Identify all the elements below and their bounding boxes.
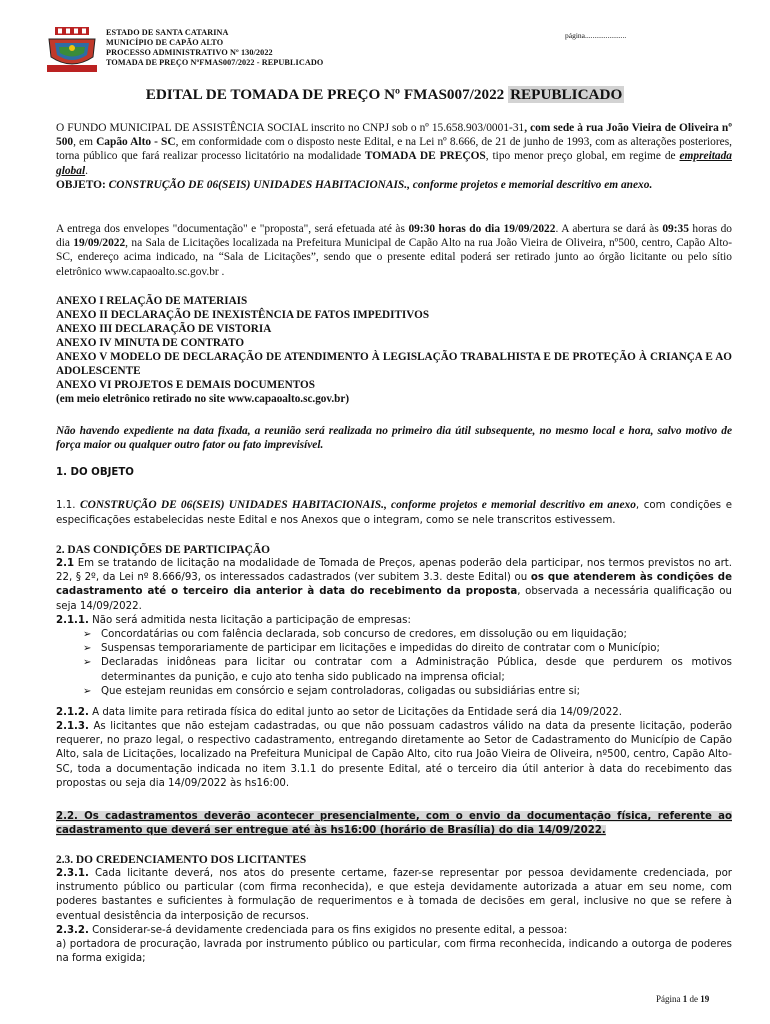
section-2-1-2-text: A data limite para retirada física do edital junto ao setor de Licitações da Entidade será dia 14/09/2022. (88, 707, 622, 718)
list-item (56, 628, 732, 642)
footer-total-pages: 19 (700, 994, 710, 1004)
annex-item: ANEXO I RELAÇÃO DE MATERIAIS (56, 295, 248, 307)
intro-paragraph (56, 121, 732, 192)
objeto-label: OBJETO: (56, 178, 109, 191)
annex-item: ANEXO V MODELO DE DECLARAÇÃO DE ATENDIMENTO À LEGISLAÇÃO TRABALHISTA E DE PROTEÇÃO À CRIANÇA E AO ADOLESCENTE (56, 351, 732, 377)
arrow-bullet-icon: ➢ (83, 629, 92, 640)
title-main: EDITAL DE TOMADA DE PREÇO Nº FMAS007/2022 (145, 86, 505, 103)
delivery-paragraph (56, 222, 732, 279)
opening-date: 19/09/2022 (73, 237, 126, 250)
section-2-1-condition: os que atenderem às condições de cadastramento até o terceiro dia anterior à data do recebimento da proposta (56, 572, 732, 598)
header-municipality: MUNICÍPIO DE CAPÃO ALTO (106, 38, 224, 47)
list-item (56, 656, 732, 684)
list-item-text: Que estejam reunidas em consórcio e sejam controladoras, coligadas ou subsidiárias entre si; (101, 685, 581, 697)
header-page-label: página...................... (565, 31, 627, 40)
item-number: 1.1. (56, 500, 81, 511)
section-2-2 (56, 810, 732, 838)
section-2-2-text: 2.2. Os cadastramentos deverão acontecer presencialmente, com o envio da documentação física, referente ao cadastramento que deverá ser entregue até às hs16:00 (horário de Brasília) do dia 14/09/2022. (56, 811, 732, 837)
list-item-text: Concordatárias ou com falência declarada, sob concurso de credores, em dissolução ou em liquidação; (101, 629, 627, 640)
header-block (106, 28, 323, 68)
delivery-text-g: , na Sala de Licitações localizada na Prefeitura Municipal de Capão Alto na rua João Vieira de Oliveira, nº500, centro, Capão Alto-SC, endereço acima indicado, na “Sala de Licitações”, sendo que o presente edital poderá ser retirado junto ao órgão licitante ou pelo sítio eletrônico www.capaoalto.sc.gov.br . (56, 237, 732, 278)
intro-regime: empreitada global (56, 150, 732, 177)
title-highlight: REPUBLICADO (510, 86, 623, 103)
section-2-1-text-a: Em se tratando de licitação na modalidade de Tomada de Preços, apenas poderão dela participar, nos termos previstos no art. 22, § 2º, da Lei nº 8.666/93, os interessados cadastrados (ver subitem 3.3. deste Edital) ou (56, 558, 732, 584)
section-2-1-1-text: Não será admitida nesta licitação a participação de empresas: (88, 615, 411, 626)
intro-address: João Vieira de Oliveira nº 500 (56, 122, 732, 149)
section-1-object: CONSTRUÇÃO DE 06(SEIS) UNIDADES HABITACIONAIS., conforme projetos e memorial descritivo em anexo (80, 499, 636, 511)
section-2-1-2 (56, 706, 732, 720)
header-state: ESTADO DE SANTA CATARINA (106, 28, 229, 37)
section-2-3-2 (56, 924, 732, 938)
annex-item: ANEXO VI PROJETOS E DEMAIS DOCUMENTOS (56, 379, 315, 391)
intro-city: Capão Alto - SC (96, 136, 176, 149)
item-number: 2.1.2. (56, 707, 89, 718)
section-2-1-3-text: As licitantes que não estejam cadastradas, ou que não possuam cadastros válido na data da presente licitação, poderão requerer, no prazo legal, o respectivo cadastramento, entregando diretamente ao Setor de Cadastramento do Município de Capão Alto, sala de Licitações, localizado na Prefeitura Municipal de Capão Alto, cito rua João Vieira de Oliveira, nº500, centro, Capão Alto-SC, toda a documentação indicada no item 3.1.1 do presente Edital, até o terceiro dia útil anterior à data do recebimento das propostas ou seja dia 14/09/2022 às hs16:00. (56, 721, 732, 789)
section-1-heading: 1. DO OBJETO (56, 467, 134, 478)
section-2-3-2-text: Considerar-se-á devidamente credenciada para os fins exigidos no presente edital, a pessoa: (88, 925, 568, 936)
intro-text-j: . (85, 164, 88, 177)
annex-item: ANEXO III DECLARAÇÃO DE VISTORIA (56, 323, 272, 335)
section-2-3-1 (56, 867, 732, 924)
delivery-text-c: . A abertura se dará às (555, 223, 663, 235)
annex-item: ANEXO II DECLARAÇÃO DE INEXISTÊNCIA DE FATOS IMPEDITIVOS (56, 309, 430, 321)
list-item (56, 685, 732, 699)
item-number: 2.3.1. (56, 868, 89, 879)
annex-note: (em meio eletrônico retirado no site www.capaoalto.sc.gov.br) (56, 393, 350, 405)
municipal-crest-icon (47, 27, 97, 73)
section-2-3-1-text: Cada licitante deverá, nos atos do presente certame, fazer-se representar por pessoa devidamente credenciada, por instrumento público ou particular (com firma reconhecida), e que esteja devidamente autorizada a atuar em seu nome, com poderes bastantes e suficientes à formulação de requerimentos e à tomada de decisões em geral, inclusive no que se refere à eventual desistência da interposição de recursos. (56, 868, 732, 922)
annex-list (56, 294, 732, 406)
intro-modality: TOMADA DE PREÇOS (364, 150, 486, 163)
delivery-text-e: horas do dia (56, 223, 733, 250)
section-2-3-heading: 2.3. DO CREDENCIAMENTO DOS LICITANTES (56, 854, 307, 866)
footer-label: Página (656, 994, 683, 1004)
delivery-text-a: A entrega dos envelopes "documentação" e "proposta", será efetuada até às (56, 223, 409, 235)
header-tomada: TOMADA DE PREÇO NºFMAS007/2022 - REPUBLICADO (106, 58, 324, 67)
item-number: 2.3.2. (56, 925, 89, 936)
section-2-1 (56, 557, 732, 614)
section-2-heading: 2. DAS CONDIÇÕES DE PARTICIPAÇÃO (56, 544, 271, 556)
objeto-text: CONSTRUÇÃO DE 06(SEIS) UNIDADES HABITACIONAIS., conforme projetos e memorial descritivo em anexo. (108, 178, 653, 191)
arrow-bullet-icon: ➢ (83, 657, 92, 669)
page-footer (656, 994, 709, 1004)
item-number: 2.1 (56, 558, 75, 569)
notice-paragraph: Não havendo expediente na data fixada, a reunião será realizada no primeiro dia útil subsequente, no mesmo local e hora, salvo motivo de força maior ou qualquer outro fator ou fato imprevisível. (56, 425, 732, 452)
list-item (56, 642, 732, 656)
document-title (0, 86, 770, 104)
intro-text-b: , com sede à rua (524, 122, 607, 134)
arrow-bullet-icon: ➢ (83, 685, 92, 697)
arrow-bullet-icon: ➢ (83, 643, 92, 655)
section-2-1-text-c: , observada a necessária qualificação ou seja 14/09/2022. (56, 586, 732, 612)
header-process: PROCESSO ADMINISTRATIVO Nº 130/2022 (106, 48, 273, 57)
list-item-text: Suspensas temporariamente de participar em licitações e impedidas do direito de contratar com o Município; (101, 643, 660, 655)
section-1-rest: , com condições e especificações estabelecidas neste Edital e nos Anexos que o integram, como se nele transcritos estivessem. (56, 500, 732, 527)
footer-current-page: 1 (682, 994, 688, 1004)
section-2-3-2-a: a) portadora de procuração, lavrada por instrumento público ou particular, com firma reconhecida, indicando a outorga de poderes na forma exigida; (56, 939, 732, 965)
item-number: 2.1.3. (56, 721, 89, 732)
intro-text-h: , tipo menor preço global, em regime de (485, 150, 680, 163)
intro-text-f: , em conformidade com o disposto neste Edital, e na Lei nº 8.666, de 21 de junho de 1993, com as alterações posteriores, torna público que fará realizar processo licitatório na modalidade (56, 136, 732, 163)
annex-item: ANEXO IV MINUTA DE CONTRATO (56, 337, 245, 349)
opening-time: 09:35 (662, 223, 689, 235)
exclusion-list (56, 628, 732, 699)
section-1-1 (56, 498, 732, 528)
section-2-1-1 (56, 614, 732, 628)
footer-of: de (687, 994, 701, 1004)
list-item-text: Declaradas inidôneas para licitar ou contratar com a Administração Pública, desde que perdurem os motivos determinantes da punição, e cujo ato tenha sido publicado na imprensa oficial; (101, 657, 732, 683)
section-2-1-3 (56, 720, 732, 791)
intro-text-d: , em (73, 136, 97, 149)
delivery-deadline: 09:30 horas do dia 19/09/2022 (408, 223, 556, 235)
intro-text-a: O FUNDO MUNICIPAL DE ASSISTÊNCIA SOCIAL inscrito no CNPJ sob o nº 15.658.903/0001-31 (56, 122, 525, 134)
item-number: 2.1.1. (56, 615, 89, 626)
